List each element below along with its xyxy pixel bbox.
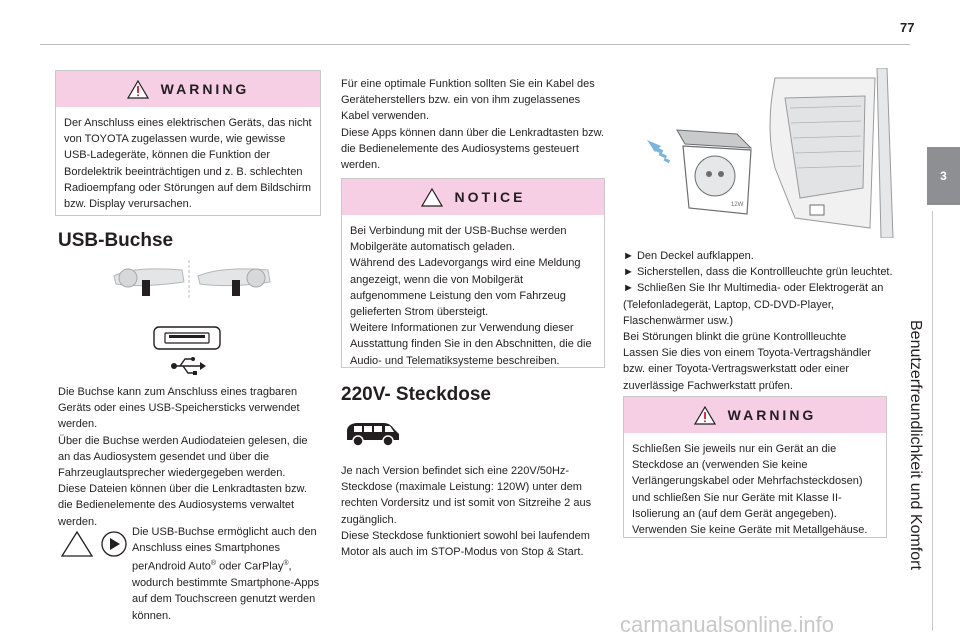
header-rule — [40, 44, 910, 45]
usb-port-icon — [153, 326, 221, 350]
col3-paragraph-1: Bei Störungen blinkt die grüne Kontrollleuchte — [623, 331, 847, 344]
step-arrow-icon: ► — [623, 282, 634, 295]
step-2 — [623, 264, 893, 280]
usb-paragraph-4 — [58, 524, 322, 624]
notice-paragraph-1: Bei Verbindung mit der USB-Buchse werden Mobilgeräte automatisch geladen. — [350, 225, 567, 254]
step-2-text: Sicherstellen, dass die Kontrollleuchte grün leuchtet. — [636, 266, 893, 279]
usb-heading: USB-Buchse — [58, 230, 174, 251]
warning-title: WARNING — [160, 81, 250, 97]
warning2-paragraph-2: Verwenden Sie keine Geräte mit Metallgehäuse. — [632, 524, 868, 537]
col3-paragraph-2: Lassen Sie dies von einem Toyota-Vertragshändler bzw. einer Toyota-Vertragswerkstatt oder einer zuverlässige Fachwerkstatt prüfen. — [623, 347, 872, 392]
step-arrow-icon: ► — [623, 266, 634, 279]
page-number: 77 — [900, 20, 915, 35]
col3-text — [623, 248, 893, 394]
warning-box-2 — [623, 396, 887, 538]
notice-header — [342, 179, 604, 215]
socket-text — [341, 463, 605, 560]
usb-text-block — [58, 384, 322, 530]
notice-title: NOTICE — [454, 189, 526, 205]
or-text: oder — [216, 561, 245, 574]
usb-paragraph-2: Über die Buchse werden Audiodateien gelesen, die an das Audiosystem gesendet und über die Fahrzeuglautsprecher wiedergegeben werden. — [58, 434, 308, 480]
notice-paragraph-2: Während des Ladevorgangs wird eine Meldung angezeigt, wenn die von Mobilgerät aufgenommene Leistung den vom Fahrzeug gelieferten Strom übersteigt. — [350, 257, 581, 319]
usb-p4-indent — [58, 524, 322, 624]
socket-under-seat-illustration — [625, 68, 895, 238]
warning-text: Der Anschluss eines elektrischen Geräts, das nicht von TOYOTA zugelassen wurde, wie gewisse USB-Ladegeräte, können die Funktion der Bordelektrik beeinträchtigen und z. B. schlechten Radioempfang oder Störungen auf dem Bildschirm bzw. Display verursachen. — [64, 117, 312, 211]
col2-paragraph-2: Diese Apps können dann über die Lenkradtasten bzw. die Bedienelemente des Audiosystems gesteuert werden. — [341, 126, 604, 172]
usb-p4-start: Die USB-Buchse ermöglicht auch den Anschluss eines Smartphones per — [132, 526, 317, 574]
carplay-label: CarPlay — [244, 561, 284, 574]
android-auto-label: Android Auto — [147, 561, 211, 574]
col2-paragraph-1: Für eine optimale Funktion sollten Sie ein Kabel des Geräteherstellers bzw. ein von ihm zugelassenes Kabel verwenden. — [341, 78, 595, 123]
usb-p4-end: , wodurch bestimmte Smartphone-Apps auf dem Touchscreen genutzt werden können. — [132, 561, 320, 622]
reg-mark: ® — [210, 560, 217, 568]
chapter-divider — [932, 211, 933, 631]
warning-body — [624, 433, 886, 546]
warning-triangle-icon — [127, 80, 149, 99]
col2-intro — [341, 76, 605, 173]
notice-triangle-icon — [421, 188, 443, 207]
notice-box — [341, 178, 605, 368]
step-1-text: Den Deckel aufklappen. — [636, 250, 754, 262]
notice-body — [342, 215, 604, 377]
socket-paragraph-1: Je nach Version befindet sich eine 220V/50Hz-Steckdose (maximale Leistung: 120W) unter dem rechten Vordersitz und ist somit von Sitzreihe 2 aus zugänglich. — [341, 465, 592, 526]
van-icon — [344, 420, 402, 448]
warning-header — [624, 397, 886, 433]
warning2-paragraph-1: Schließen Sie jeweils nur ein Gerät an die Steckdose an (verwenden Sie keine Verlängerungskabel oder Mehrfachsteckdosen) und schließen Sie nur Geräte mit Klasse II-Isolierung an (auf dem Gerät angegeben). — [632, 443, 863, 520]
warning-triangle-icon — [694, 406, 716, 425]
step-3-text: Schließen Sie Ihr Multimedia- oder Elektrogerät an (Telefonladegerät, Laptop, CD-DVD-Player, Flaschenwärmer usw.) — [623, 282, 884, 327]
usb-symbol-icon — [170, 355, 206, 377]
chapter-tab[interactable]: 3 — [927, 147, 960, 205]
watermark: carmanualsonline.info — [620, 612, 835, 637]
warning-title: WARNING — [727, 407, 817, 423]
usb-paragraph-3: Diese Dateien können über die Lenkradtasten bzw. die Bedienelemente des Audiosystems verwaltet werden. — [58, 483, 307, 528]
warning-header — [56, 71, 320, 107]
warning-box-1 — [55, 70, 321, 216]
dashboard-usb-location-illustration — [112, 258, 272, 300]
notice-paragraph-3: Weitere Informationen zur Verwendung dieser Ausstattung finden Sie in den Abschnitten, die die Audio- und Telematiksysteme beschreiben. — [350, 322, 592, 367]
socket-paragraph-2: Diese Steckdose funktioniert sowohl bei laufendem Motor als auch im STOP-Modus von Stop & Start. — [341, 529, 590, 559]
step-arrow-icon: ► — [623, 250, 634, 262]
socket-heading: 220V- Steckdose — [341, 384, 491, 405]
usb-paragraph-1: Die Buchse kann zum Anschluss eines tragbaren Geräts oder eines USB-Speichersticks verwendet werden. — [58, 386, 300, 431]
chapter-title: Benutzerfreundlichkeit und Komfort — [907, 320, 924, 570]
reg-mark: ® — [283, 560, 289, 568]
step-3 — [623, 280, 893, 329]
step-1 — [623, 248, 893, 264]
socket-rating-label: 12W — [731, 202, 744, 208]
